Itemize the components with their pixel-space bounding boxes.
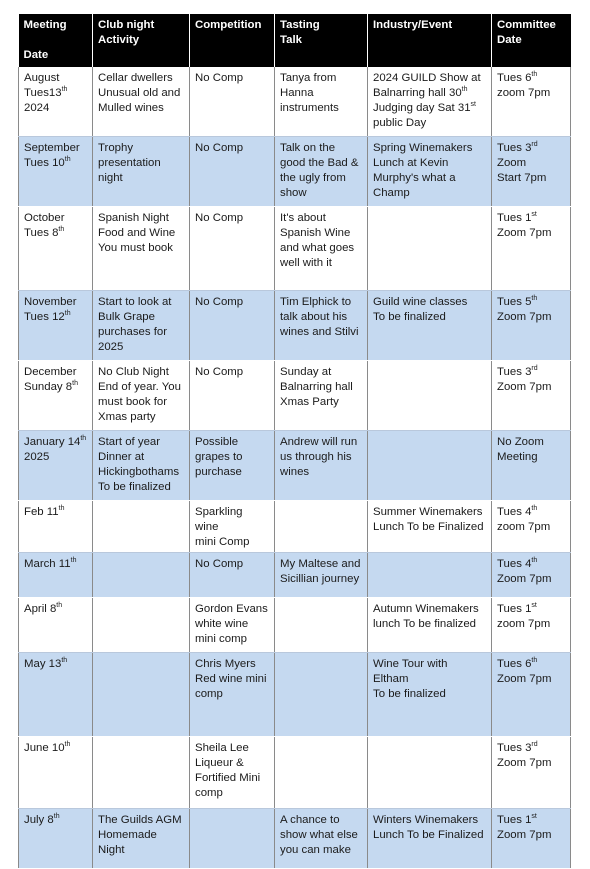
table-row [19, 598, 571, 653]
cell-meeting-date: December Sunday 8th [19, 361, 93, 431]
cell-club-night-activity [93, 737, 190, 809]
cell-club-night-activity: Spanish Night Food and Wine You must book [93, 207, 190, 291]
cell-committee-date: Tues 3rd Zoom 7pm [492, 361, 571, 431]
cell-meeting-date: August Tues13th 2024 [19, 67, 93, 137]
cell-industry-event: 2024 GUILD Show at Balnarring hall 30th Judging day Sat 31st public Day [368, 67, 492, 137]
cell-meeting-date: May 13th [19, 653, 93, 737]
cell-competition: No Comp [190, 207, 275, 291]
cell-committee-date: Tues 6th zoom 7pm [492, 67, 571, 137]
cell-club-night-activity: Start to look at Bulk Grape purchases for 2025 [93, 291, 190, 361]
cell-tasting-talk: A chance to show what else you can make [275, 809, 368, 869]
cell-competition: Possible grapes to purchase [190, 431, 275, 501]
cell-club-night-activity [93, 553, 190, 598]
cell-competition: No Comp [190, 67, 275, 137]
table-row [19, 809, 571, 869]
cell-meeting-date: September Tues 10th [19, 137, 93, 207]
cell-industry-event [368, 431, 492, 501]
cell-competition: Chris Myers Red wine mini comp [190, 653, 275, 737]
cell-competition: Sheila Lee Liqueur & Fortified Mini comp [190, 737, 275, 809]
cell-competition: No Comp [190, 137, 275, 207]
cell-committee-date: Tues 4th Zoom 7pm [492, 553, 571, 598]
table-row [19, 207, 571, 291]
table-row [19, 501, 571, 553]
cell-meeting-date: Feb 11th [19, 501, 93, 553]
cell-tasting-talk [275, 737, 368, 809]
header-industry-event: Industry/Event [368, 14, 492, 67]
cell-industry-event [368, 361, 492, 431]
cell-committee-date: Tues 6th Zoom 7pm [492, 653, 571, 737]
cell-meeting-date: January 14th 2025 [19, 431, 93, 501]
cell-competition: No Comp [190, 553, 275, 598]
cell-meeting-date: November Tues 12th [19, 291, 93, 361]
table-row [19, 361, 571, 431]
header-row [19, 14, 571, 67]
cell-committee-date: Tues 5th Zoom 7pm [492, 291, 571, 361]
cell-competition [190, 809, 275, 869]
table-row [19, 553, 571, 598]
cell-industry-event [368, 207, 492, 291]
cell-competition: Gordon Evans white wine mini comp [190, 598, 275, 653]
cell-committee-date: Tues 4th zoom 7pm [492, 501, 571, 553]
cell-industry-event: Summer Winemakers Lunch To be Finalized [368, 501, 492, 553]
cell-tasting-talk: Talk on the good the Bad & the ugly from show [275, 137, 368, 207]
cell-club-night-activity [93, 653, 190, 737]
cell-meeting-date: March 11th [19, 553, 93, 598]
cell-industry-event: Spring Winemakers Lunch at Kevin Murphy's what a Champ [368, 137, 492, 207]
cell-committee-date: No Zoom Meeting [492, 431, 571, 501]
table-row [19, 431, 571, 501]
cell-committee-date: Tues 3rd Zoom Start 7pm [492, 137, 571, 207]
cell-industry-event: Guild wine classes To be finalized [368, 291, 492, 361]
table-row [19, 737, 571, 809]
table-row [19, 137, 571, 207]
cell-tasting-talk: My Maltese and Sicillian journey [275, 553, 368, 598]
cell-tasting-talk: Tim Elphick to talk about his wines and Stilvi [275, 291, 368, 361]
cell-club-night-activity: No Club Night End of year. You must book for Xmas party [93, 361, 190, 431]
cell-meeting-date: June 10th [19, 737, 93, 809]
cell-tasting-talk [275, 501, 368, 553]
cell-tasting-talk: It's about Spanish Wine and what goes well with it [275, 207, 368, 291]
cell-industry-event: Wine Tour with Eltham To be finalized [368, 653, 492, 737]
cell-club-night-activity [93, 501, 190, 553]
cell-competition: No Comp [190, 361, 275, 431]
cell-committee-date: Tues 3rd Zoom 7pm [492, 737, 571, 809]
cell-industry-event: Winters Winemakers Lunch To be Finalized [368, 809, 492, 869]
cell-meeting-date: April 8th [19, 598, 93, 653]
header-club-night-activity: Club night Activity [93, 14, 190, 67]
cell-committee-date: Tues 1st Zoom 7pm [492, 207, 571, 291]
header-competition: Competition [190, 14, 275, 67]
cell-club-night-activity: Cellar dwellers Unusual old and Mulled wines [93, 67, 190, 137]
header-meeting-date: Meeting Date [19, 14, 93, 67]
events-schedule-table [18, 14, 571, 869]
cell-club-night-activity [93, 598, 190, 653]
cell-tasting-talk [275, 598, 368, 653]
cell-tasting-talk [275, 653, 368, 737]
table-row [19, 653, 571, 737]
cell-tasting-talk: Tanya from Hanna instruments [275, 67, 368, 137]
cell-tasting-talk: Sunday at Balnarring hall Xmas Party [275, 361, 368, 431]
header-tasting-talk: Tasting Talk [275, 14, 368, 67]
table-row [19, 67, 571, 137]
cell-committee-date: Tues 1st Zoom 7pm [492, 809, 571, 869]
cell-industry-event [368, 553, 492, 598]
cell-competition: Sparkling wine mini Comp [190, 501, 275, 553]
cell-club-night-activity: Start of year Dinner at Hickingbothams To be finalized [93, 431, 190, 501]
cell-committee-date: Tues 1st zoom 7pm [492, 598, 571, 653]
cell-tasting-talk: Andrew will run us through his wines [275, 431, 368, 501]
cell-club-night-activity: Trophy presentation night [93, 137, 190, 207]
table-row [19, 291, 571, 361]
cell-competition: No Comp [190, 291, 275, 361]
cell-industry-event [368, 737, 492, 809]
cell-meeting-date: July 8th [19, 809, 93, 869]
header-committee-date: Committee Date [492, 14, 571, 67]
cell-industry-event: Autumn Winemakers lunch To be finalized [368, 598, 492, 653]
cell-club-night-activity: The Guilds AGM Homemade Night [93, 809, 190, 869]
cell-meeting-date: October Tues 8th [19, 207, 93, 291]
